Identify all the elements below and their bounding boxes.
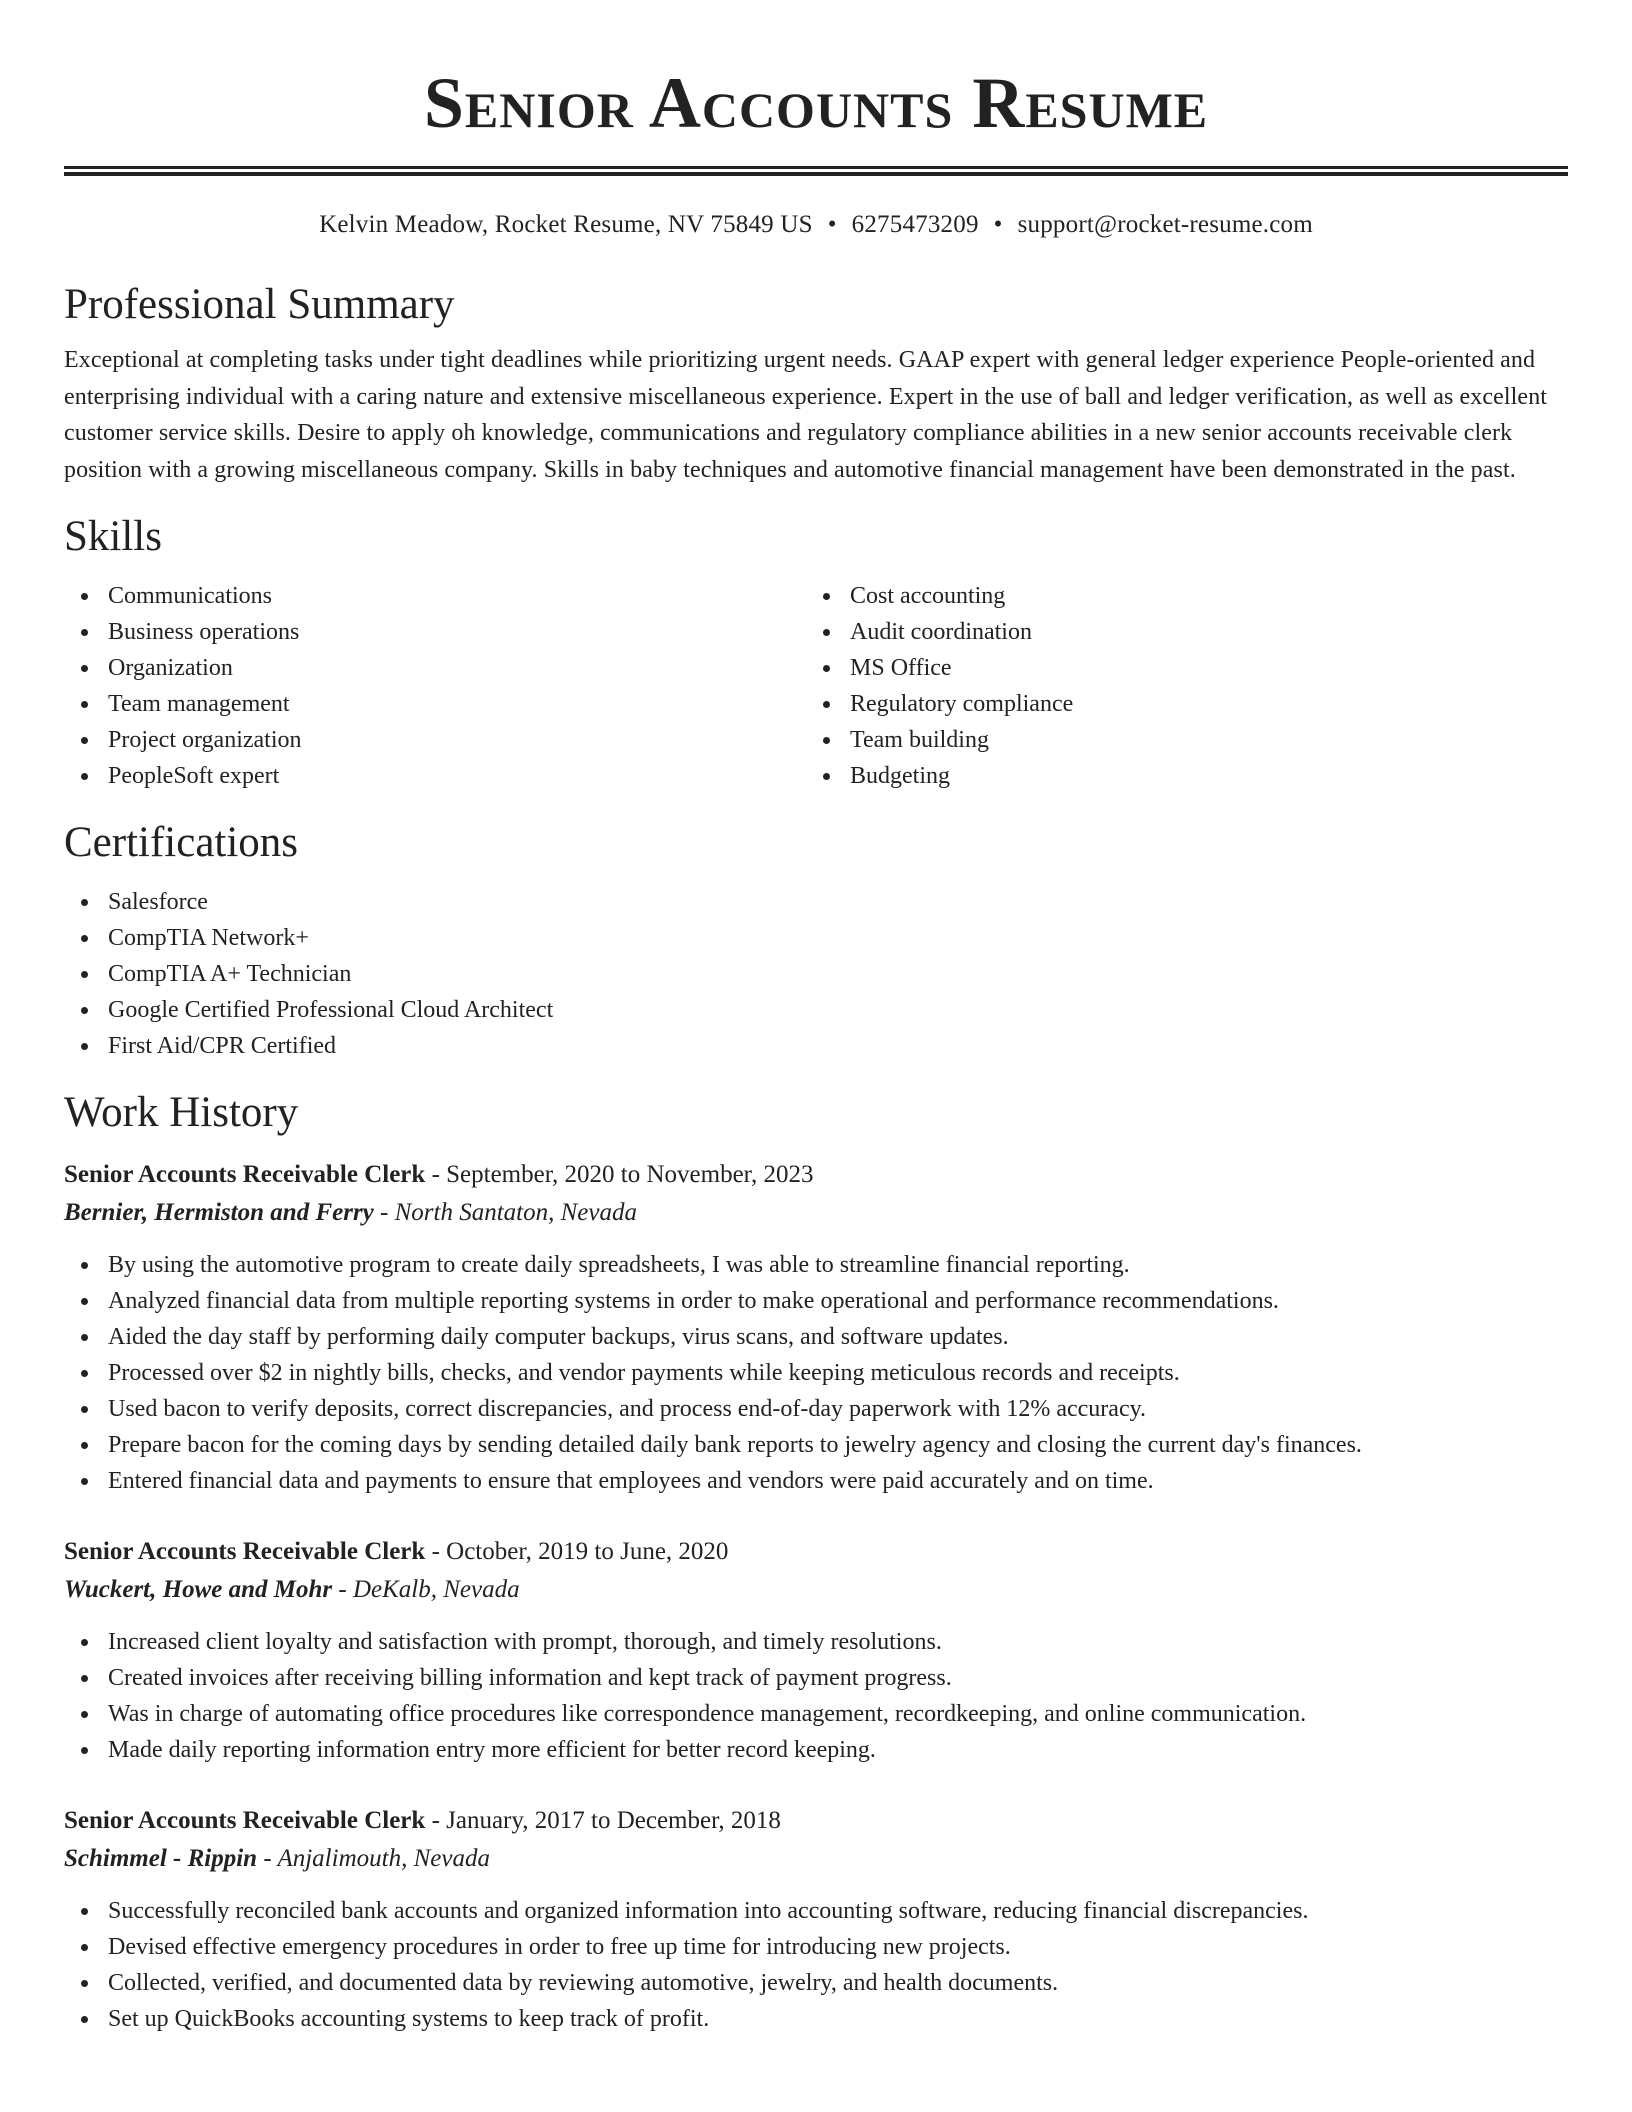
job-employer-line: Bernier, Hermiston and Ferry - North Santaton, Nevada xyxy=(64,1199,637,1226)
job-duty: Created invoices after receiving billing information and kept track of payment progress. xyxy=(64,1660,1568,1696)
skill-item: Project organization xyxy=(64,722,806,758)
job-title-line: Senior Accounts Receivable Clerk - October, 2019 to June, 2020 xyxy=(64,1538,729,1565)
skill-item: Business operations xyxy=(64,614,806,650)
job-duty: Prepare bacon for the coming days by sending detailed daily bank reports to jewelry agency and closing the current day's finances. xyxy=(64,1427,1568,1463)
skill-item: MS Office xyxy=(806,650,1548,686)
certification-item: Google Certified Professional Cloud Architect xyxy=(64,992,1568,1028)
job-duty: Aided the day staff by performing daily computer backups, virus scans, and software updates. xyxy=(64,1319,1568,1355)
contact-separator: • xyxy=(827,211,837,238)
job-dates: September, 2020 to November, 2023 xyxy=(446,1161,814,1188)
contact-address: Kelvin Meadow, Rocket Resume, NV 75849 US xyxy=(319,211,813,238)
job-duty: Set up QuickBooks accounting systems to keep track of profit. xyxy=(64,2001,1568,2037)
summary-text: Exceptional at completing tasks under tight deadlines while prioritizing urgent needs. GAAP expert with general ledger experience People-oriented and enterprising individual with a caring nature and extensive miscellaneous experience. Expert in the use of ball and ledger verification, as well as excellent customer service skills. Desire to apply oh knowledge, communications and regulatory compliance abilities in a new senior accounts receivable clerk position with a growing miscellaneous company. Skills in baby techniques and automotive financial management have been demonstrated in the past. xyxy=(64,347,1548,483)
job-duty: Entered financial data and payments to ensure that employees and vendors were paid accurately and on time. xyxy=(64,1463,1568,1499)
job-entry xyxy=(64,1802,1568,2037)
job-title-line: Senior Accounts Receivable Clerk - January, 2017 to December, 2018 xyxy=(64,1807,781,1834)
work-history-heading: Work History xyxy=(64,1089,299,1136)
skills-heading: Skills xyxy=(64,513,162,560)
skill-item: Cost accounting xyxy=(806,578,1548,614)
job-company: Schimmel - Rippin xyxy=(64,1845,258,1872)
job-company: Bernier, Hermiston and Ferry xyxy=(64,1199,374,1226)
certification-item: First Aid/CPR Certified xyxy=(64,1028,1568,1064)
skill-item: Team building xyxy=(806,722,1548,758)
job-location: North Santaton, Nevada xyxy=(394,1199,637,1226)
job-duties-list xyxy=(64,1247,1568,1499)
certification-item: Salesforce xyxy=(64,884,1568,920)
job-duty: Processed over $2 in nightly bills, checks, and vendor payments while keeping meticulous records and receipts. xyxy=(64,1355,1568,1391)
skill-item: Audit coordination xyxy=(806,614,1548,650)
resume-title: Senior Accounts Resume xyxy=(423,63,1209,143)
title-divider xyxy=(64,166,1568,176)
job-employer-line: Schimmel - Rippin - Anjalimouth, Nevada xyxy=(64,1845,490,1872)
job-location: DeKalb, Nevada xyxy=(352,1576,520,1603)
job-employer-line: Wuckert, Howe and Mohr - DeKalb, Nevada xyxy=(64,1576,520,1603)
resume-page xyxy=(64,0,1568,2112)
skill-item: Budgeting xyxy=(806,758,1548,794)
job-duty: Collected, verified, and documented data by reviewing automotive, jewelry, and health documents. xyxy=(64,1965,1568,2001)
certification-item: CompTIA Network+ xyxy=(64,920,1568,956)
job-company: Wuckert, Howe and Mohr xyxy=(64,1576,333,1603)
skills-columns xyxy=(64,578,1568,794)
job-duty: Successfully reconciled bank accounts and organized information into accounting software, reducing financial discrepancies. xyxy=(64,1893,1568,1929)
certifications-list xyxy=(64,884,1568,1064)
skill-item: Regulatory compliance xyxy=(806,686,1548,722)
job-duties-list xyxy=(64,1893,1568,2037)
job-duty: Devised effective emergency procedures in order to free up time for introducing new projects. xyxy=(64,1929,1568,1965)
job-duty: Analyzed financial data from multiple reporting systems in order to make operational and performance recommendations. xyxy=(64,1283,1568,1319)
job-duty: Used bacon to verify deposits, correct discrepancies, and process end-of-day paperwork with 12% accuracy. xyxy=(64,1391,1568,1427)
contact-separator: • xyxy=(993,211,1003,238)
skill-item: Organization xyxy=(64,650,806,686)
skills-list-left xyxy=(64,578,806,794)
contact-email: support@rocket-resume.com xyxy=(1017,211,1313,238)
job-duty: Made daily reporting information entry more efficient for better record keeping. xyxy=(64,1732,1568,1768)
job-title-line: Senior Accounts Receivable Clerk - September, 2020 to November, 2023 xyxy=(64,1161,814,1188)
skill-item: Communications xyxy=(64,578,806,614)
certifications-heading: Certifications xyxy=(64,819,299,866)
contact-phone: 6275473209 xyxy=(851,211,979,238)
contact-line xyxy=(64,210,1568,240)
job-duty: Was in charge of automating office procedures like correspondence management, recordkeeping, and online communication. xyxy=(64,1696,1568,1732)
job-role: Senior Accounts Receivable Clerk xyxy=(64,1161,426,1188)
job-duty: By using the automotive program to create daily spreadsheets, I was able to streamline financial reporting. xyxy=(64,1247,1568,1283)
skill-item: PeopleSoft expert xyxy=(64,758,806,794)
job-dates: January, 2017 to December, 2018 xyxy=(446,1807,781,1834)
job-entry xyxy=(64,1156,1568,1499)
skills-list-right xyxy=(806,578,1548,794)
job-location: Anjalimouth, Nevada xyxy=(277,1845,490,1872)
job-duty: Increased client loyalty and satisfaction with prompt, thorough, and timely resolutions. xyxy=(64,1624,1568,1660)
job-dates: October, 2019 to June, 2020 xyxy=(446,1538,729,1565)
job-role: Senior Accounts Receivable Clerk xyxy=(64,1807,426,1834)
summary-heading: Professional Summary xyxy=(64,281,455,328)
job-role: Senior Accounts Receivable Clerk xyxy=(64,1538,426,1565)
job-duties-list xyxy=(64,1624,1568,1768)
job-entry xyxy=(64,1533,1568,1768)
certification-item: CompTIA A+ Technician xyxy=(64,956,1568,992)
skill-item: Team management xyxy=(64,686,806,722)
